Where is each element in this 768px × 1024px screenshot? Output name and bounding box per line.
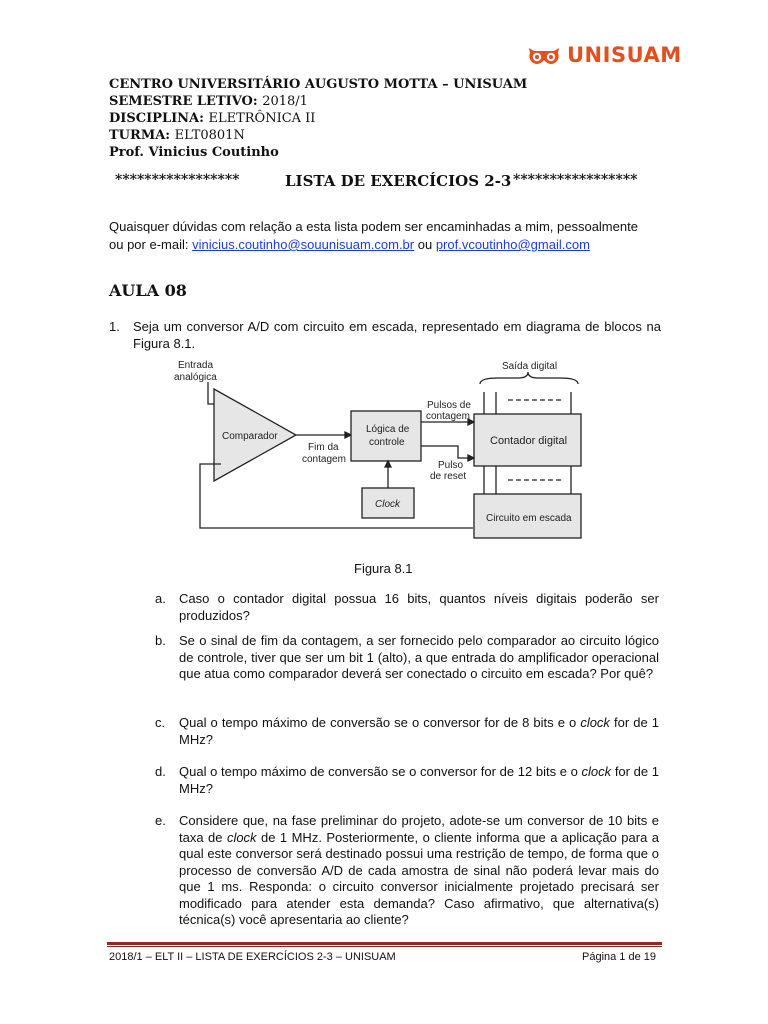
- stars-left: *****************: [115, 172, 240, 188]
- item-text: Qual o tempo máximo de conversão se o conversor for de 8 bits e o clock for de 1 MHz?: [179, 715, 659, 747]
- label-fim-2: contagem: [302, 454, 346, 465]
- label-entrada-1: Entrada: [178, 360, 214, 371]
- reset-pulse-wire: [421, 446, 474, 458]
- label-escada: Circuito em escada: [486, 513, 572, 524]
- discipline-line: DISCIPLINA: ELETRÔNICA II: [109, 111, 316, 126]
- label-entrada-2: analógica: [174, 372, 217, 383]
- item-text: Qual o tempo máximo de conversão se o conversor for de 12 bits e o clock for de 1 MHz?: [179, 764, 660, 796]
- intro-line-2-prefix: ou por e-mail:: [109, 237, 193, 252]
- label-saida: Saída digital: [502, 361, 558, 372]
- owl-icon: [527, 44, 561, 66]
- page-title: LISTA DE EXERCÍCIOS 2-3: [285, 172, 512, 190]
- clock-term: clock: [580, 715, 610, 730]
- footer-rule-thin: [107, 946, 662, 947]
- professor-name: Prof. Vinicius Coutinho: [109, 145, 279, 160]
- control-logic-block: [351, 411, 421, 461]
- semester-line: SEMESTRE LETIVO: 2018/1: [109, 94, 308, 109]
- item-label: c.: [155, 715, 166, 730]
- email-link-1[interactable]: vinicius.coutinho@souunisuam.com.br: [192, 237, 415, 252]
- label-pulsos-2: contagem: [426, 411, 470, 422]
- document-header: [109, 76, 527, 161]
- item-text: Considere que, na fase preliminar do projeto, adote-se um conversor de 10 bits e taxa de clock de 1 MHz. Posteriormente, o cliente informa que a aplicação para a qual este conversor será destinado possui uma restrição de tempo, de forma que o processo de conversão A/D de cada amostra de sinal não poderá levar mais do que 1 ms. Responda: o circuito conversor inicialmente projetado precisará ser modificado para atender esta demanda? Caso afirmativo, que alternativa(s) técnica(s) você apresentaria ao cliente?: [179, 813, 659, 927]
- label-contador: Contador digital: [490, 435, 568, 447]
- unisuam-logo: [527, 40, 682, 70]
- figure-caption: Figura 8.1: [354, 561, 413, 576]
- logo-text: UNISUAM: [567, 43, 682, 67]
- clock-term: clock: [226, 829, 257, 845]
- institution-name: CENTRO UNIVERSITÁRIO AUGUSTO MOTTA – UNISUAM: [109, 77, 528, 92]
- item-label: e.: [155, 813, 166, 828]
- class-line: TURMA: ELT0801N: [109, 128, 245, 143]
- label-pulsos-1: Pulsos de: [427, 400, 471, 411]
- clock-term: clock: [581, 764, 612, 779]
- item-label: d.: [155, 764, 166, 779]
- footer-rule: [107, 942, 662, 945]
- discipline-value: ELETRÔNICA II: [208, 111, 316, 126]
- label-fim-1: Fim da: [308, 442, 339, 453]
- label-logica-1: Lógica de: [366, 424, 410, 435]
- label-clock: Clock: [375, 499, 401, 510]
- intro-paragraph: [109, 218, 661, 254]
- footer-text: 2018/1 – ELT II – LISTA DE EXERCÍCIOS 2-3 – UNISUAM: [109, 951, 396, 963]
- item-text: Se o sinal de fim da contagem, a ser fornecido pelo comparador ao circuito lógico de controle, tiver que ser um bit 1 (alto), a que entrada do amplificador operacional que atua como comparador deverá ser conectado o circuito em escada? Por quê?: [179, 633, 659, 681]
- stars-right: *****************: [513, 172, 638, 188]
- item-label: a.: [155, 591, 166, 606]
- email-link-2[interactable]: prof.vcoutinho@gmail.com: [435, 237, 590, 252]
- intro-connector: ou: [414, 237, 436, 252]
- semester-value: 2018/1: [262, 94, 308, 109]
- item-label: b.: [155, 633, 166, 648]
- page-number: Página 1 de 19: [582, 951, 657, 963]
- label-comparador: Comparador: [222, 431, 278, 442]
- label-pulso-1: Pulso: [438, 460, 464, 471]
- section-heading: AULA 08: [109, 281, 187, 300]
- class-value: ELT0801N: [174, 128, 245, 143]
- intro-line-1: Quaisquer dúvidas com relação a esta lista podem ser encaminhadas a mim, pessoalmente: [109, 219, 638, 234]
- question-text: Seja um conversor A/D com circuito em escada, representado em diagrama de blocos na Figura 8.1.: [133, 319, 661, 351]
- question-number: 1.: [109, 319, 120, 334]
- label-logica-2: controle: [369, 437, 405, 448]
- label-pulso-2: de reset: [430, 471, 467, 482]
- item-text: Caso o contador digital possua 16 bits, quantos níveis digitais poderão ser produzidos?: [179, 591, 659, 623]
- block-diagram-figure: [168, 356, 598, 551]
